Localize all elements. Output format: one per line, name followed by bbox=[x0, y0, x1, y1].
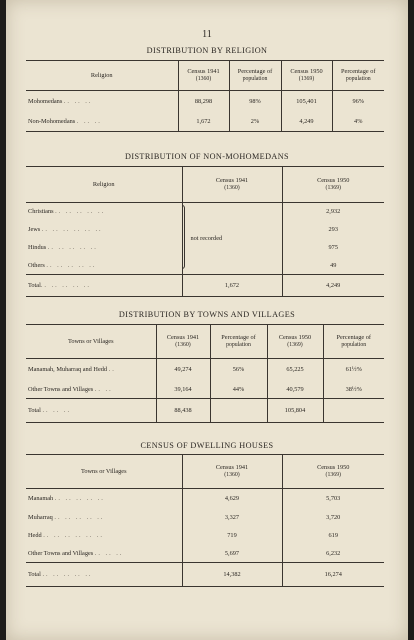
cell-value: 4,249 bbox=[282, 275, 384, 297]
brace-icon bbox=[182, 205, 185, 269]
row-label: Other Towns and Villages bbox=[28, 549, 94, 557]
table-row: Hedd .. .. .. .. .. .. 719 619 bbox=[26, 527, 384, 545]
table-row: Mohomedans .. .. .. 88,298 98% 105,401 96% bbox=[26, 91, 384, 113]
cell-value: 2,932 bbox=[282, 203, 384, 221]
col-census-1941: Census 1941 (1360) bbox=[182, 455, 282, 489]
table-row: Non-Mohomedans . .. .. 1,672 2% 4,249 4% bbox=[26, 113, 384, 131]
row-label: Jews bbox=[28, 226, 41, 233]
total-row: Total.. .. .. .. .. 1,672 4,249 bbox=[26, 275, 384, 297]
cell-value: 14,382 bbox=[182, 563, 282, 587]
cell-value: 61½% bbox=[323, 359, 384, 381]
cell-value: 16,274 bbox=[282, 563, 384, 587]
cell-value: 39,164 bbox=[156, 381, 210, 399]
cell-value: 40,579 bbox=[267, 381, 323, 399]
cell-value: 56% bbox=[210, 359, 267, 381]
cell-value: 5,697 bbox=[182, 545, 282, 563]
cell-value: 1,672 bbox=[182, 275, 282, 297]
religion-table bbox=[26, 60, 384, 132]
not-recorded-note: not recorded bbox=[190, 235, 223, 242]
col-census-1950: Census 1950 (1369) bbox=[282, 167, 384, 203]
row-label: Manamah bbox=[28, 495, 54, 503]
cell-value: 3,720 bbox=[282, 509, 384, 527]
cell-value: 49,274 bbox=[156, 359, 210, 381]
col-percentage-1941: Percentage of population bbox=[210, 325, 267, 359]
total-row: Total .. .. .. .. .. 14,382 16,274 bbox=[26, 563, 384, 587]
row-label: Christians bbox=[28, 208, 54, 216]
dwellings-table bbox=[26, 454, 384, 587]
row-label: Hedd bbox=[28, 532, 42, 539]
cell-value: 3,327 bbox=[182, 509, 282, 527]
cell-value: 96% bbox=[332, 91, 384, 113]
table-row: Other Towns and Villages .. .. 39,164 44% 40,579 38½% bbox=[26, 381, 384, 399]
table-row: Jews .. .. .. .. .. .. 293 bbox=[26, 221, 384, 239]
col-percentage-1950: Percentage of population bbox=[332, 61, 384, 91]
total-label: Total bbox=[28, 571, 41, 578]
col-census-1950: Census 1950 (1369) bbox=[282, 455, 384, 489]
cell-value: 38½% bbox=[323, 381, 384, 399]
cell-value: 5,703 bbox=[282, 489, 384, 509]
cell-value: 293 bbox=[282, 221, 384, 239]
col-religion: Religion bbox=[26, 61, 178, 91]
table-row: Manamah, Muharraq and Hedd .. 49,274 56% 65,225 61½% bbox=[26, 359, 384, 381]
table-row: Others .. .. .. .. .. 49 bbox=[26, 257, 384, 275]
towns-table bbox=[26, 324, 384, 423]
table-row: Muharraq .. .. .. .. .. 3,327 3,720 bbox=[26, 509, 384, 527]
cell-value: 88,438 bbox=[156, 399, 210, 423]
col-percentage-1941: Percentage of population bbox=[229, 61, 281, 91]
cell-value: 4% bbox=[332, 113, 384, 131]
non-mohomedans-title: DISTRIBUTION OF NON-MOHOMEDANS bbox=[125, 152, 289, 161]
table-row: Other Towns and Villages .. .. .. 5,697 6,232 bbox=[26, 545, 384, 563]
cell-value: 4,249 bbox=[281, 113, 332, 131]
cell-value: 975 bbox=[282, 239, 384, 257]
row-label: Hindus bbox=[28, 244, 47, 251]
total-label: Total bbox=[28, 282, 41, 289]
cell-value: 49 bbox=[282, 257, 384, 275]
table-row: Christians .. .. .. .. .. not recorded 2,932 bbox=[26, 203, 384, 221]
row-label: Other Towns and Villages bbox=[28, 385, 94, 393]
cell-value: 105,804 bbox=[267, 399, 323, 423]
col-towns: Towns or Villages bbox=[26, 455, 182, 489]
col-percentage-1950: Percentage of population bbox=[323, 325, 384, 359]
row-label: Others bbox=[28, 261, 45, 269]
col-census-1950: Census 1950 (1369) bbox=[267, 325, 323, 359]
table-row: Hindus .. .. .. .. .. 975 bbox=[26, 239, 384, 257]
cell-value: 1,672 bbox=[178, 113, 229, 131]
row-label: Muharraq bbox=[28, 514, 53, 521]
row-label: Non-Mohomedans bbox=[28, 118, 76, 125]
cell-value: 88,298 bbox=[178, 91, 229, 113]
total-label: Total bbox=[28, 407, 41, 414]
towns-title: DISTRIBUTION BY TOWNS AND VILLAGES bbox=[118, 310, 296, 319]
cell-value: 4,629 bbox=[182, 489, 282, 509]
document-page bbox=[6, 0, 408, 640]
page-number: 11 bbox=[202, 29, 212, 40]
row-label: Manamah, Muharraq and Hedd bbox=[28, 366, 108, 374]
col-religion: Religion bbox=[26, 167, 182, 203]
cell-value: 6,232 bbox=[282, 545, 384, 563]
col-census-1941: Census 1941 (1360) bbox=[182, 167, 282, 203]
col-census-1941: Census 1941 (1360) bbox=[156, 325, 210, 359]
cell-value: 719 bbox=[182, 527, 282, 545]
cell-value: 65,225 bbox=[267, 359, 323, 381]
religion-title: DISTRIBUTION BY RELIGION bbox=[146, 46, 268, 55]
cell-value: 619 bbox=[282, 527, 384, 545]
col-census-1950: Census 1950 (1369) bbox=[281, 61, 332, 91]
col-census-1941: Census 1941 (1360) bbox=[178, 61, 229, 91]
total-row: Total .. .. .. 88,438 105,804 bbox=[26, 399, 384, 423]
table-row: Manamah .. .. .. .. .. 4,629 5,703 bbox=[26, 489, 384, 509]
brace-cell bbox=[182, 203, 282, 275]
non-mohomedans-table bbox=[26, 166, 384, 297]
col-towns: Towns or Villages bbox=[26, 325, 156, 359]
dwellings-title: CENSUS OF DWELLING HOUSES bbox=[140, 441, 274, 450]
cell-value: 2% bbox=[229, 113, 281, 131]
row-label: Mohomedans bbox=[28, 98, 63, 106]
cell-value: 98% bbox=[229, 91, 281, 113]
cell-value: 105,401 bbox=[281, 91, 332, 113]
cell-value: 44% bbox=[210, 381, 267, 399]
